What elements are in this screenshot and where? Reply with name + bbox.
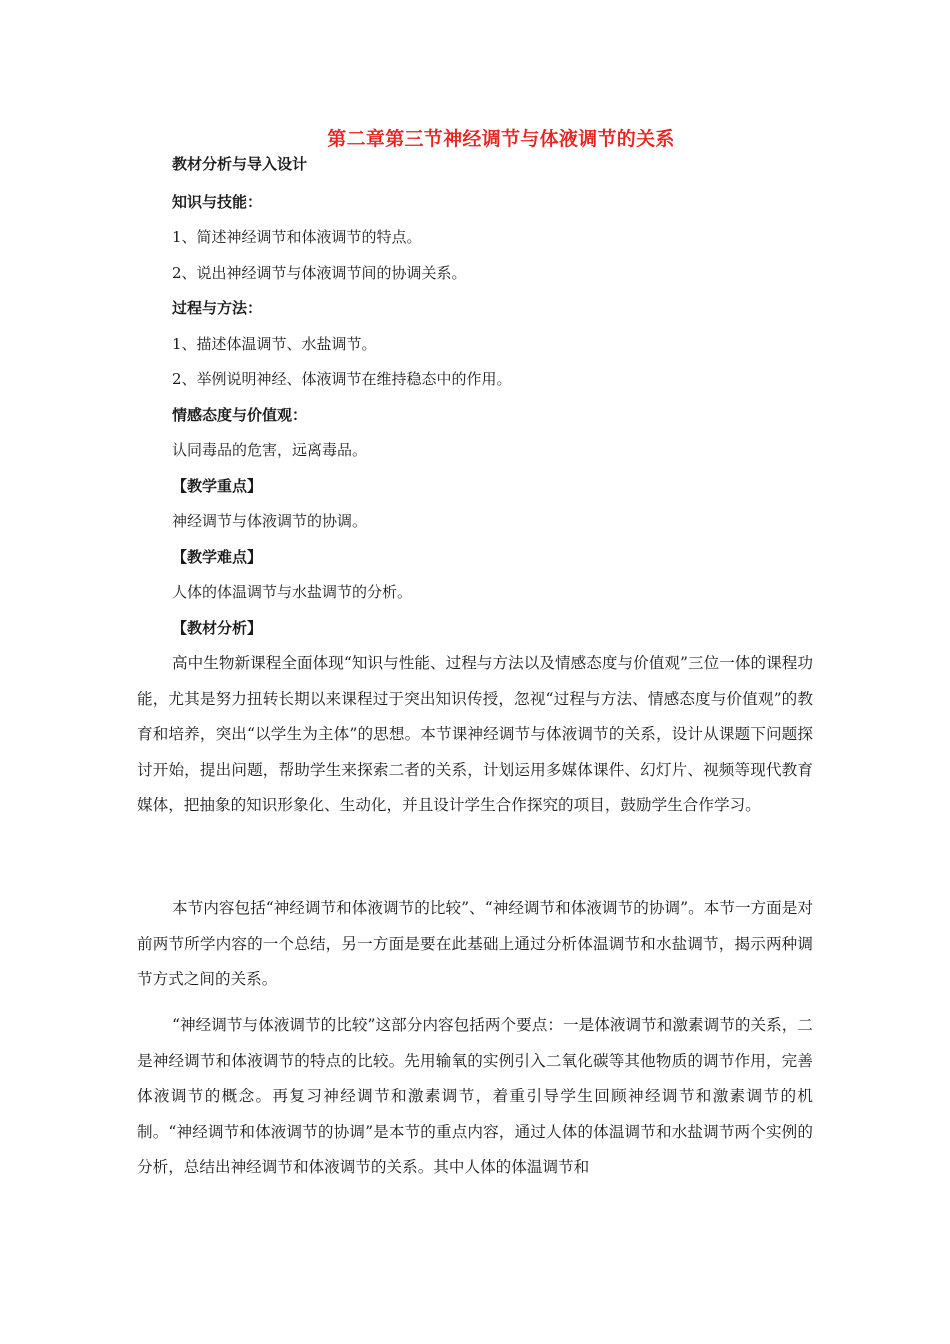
analysis-paragraph: “神经调节与体液调节的比较”这部分内容包括两个要点：一是体液调节和激素调节的关系，二是神经调节和体液调节的特点的比较。先用输氧的实例引入二氧化碳等其他物质的调节作用，完善体液调节的概念。再复习神经调节和激素调节，着重引导学生回顾神经调节和激素调节的机制。“神经调节和体液调节的协调”是本节的重点内容，通过人体的体温调节和水盐调节两个实例的分析，总结出神经调节和体液调节的关系。其中人体的体温调节和 bbox=[137, 1016, 813, 1177]
analysis-heading: 【教材分析】 bbox=[172, 619, 263, 637]
knowledge-heading: 知识与技能： bbox=[172, 193, 263, 211]
emotion-heading: 情感态度与价值观： bbox=[172, 406, 308, 424]
process-heading: 过程与方法： bbox=[172, 299, 263, 317]
page-title: 第二章第三节神经调节与体液调节的关系 bbox=[327, 128, 675, 150]
knowledge-item: 1、简述神经调节和体液调节的特点。 bbox=[172, 228, 422, 246]
knowledge-item: 2、说出神经调节与体液调节间的协调关系。 bbox=[172, 264, 467, 282]
process-item: 2、举例说明神经、体液调节在维持稳态中的作用。 bbox=[172, 370, 512, 388]
difficulty-heading: 【教学难点】 bbox=[172, 548, 263, 566]
difficulty-text: 人体的体温调节与水盐调节的分析。 bbox=[172, 583, 413, 601]
process-item: 1、描述体温调节、水盐调节。 bbox=[172, 335, 377, 353]
key-point-heading: 【教学重点】 bbox=[172, 477, 263, 495]
analysis-paragraph: 本节内容包括“神经调节和体液调节的比较”、“神经调节和体液调节的协调”。本节一方面是对前两节所学内容的一个总结，另一方面是要在此基础上通过分析体温调节和水盐调节，揭示两种调节方式之间的关系。 bbox=[137, 899, 813, 989]
key-point-text: 神经调节与体液调节的协调。 bbox=[172, 512, 368, 530]
heading-intro: 教材分析与导入设计 bbox=[172, 155, 308, 173]
emotion-text: 认同毒品的危害，远离毒品。 bbox=[172, 441, 368, 459]
analysis-paragraph: 高中生物新课程全面体现“知识与性能、过程与方法以及情感态度与价值观”三位一体的课程功能，尤其是努力扭转长期以来课程过于突出知识传授，忽视“过程与方法、情感态度与价值观”的教育和培养，突出“以学生为主体”的思想。本节课神经调节与体液调节的关系，设计从课题下问题探讨开始，提出问题，帮助学生来探索二者的关系，计划运用多媒体课件、幻灯片、视频等现代教育媒体，把抽象的知识形象化、生动化，并且设计学生合作探究的项目，鼓励学生合作学习。 bbox=[137, 654, 813, 815]
